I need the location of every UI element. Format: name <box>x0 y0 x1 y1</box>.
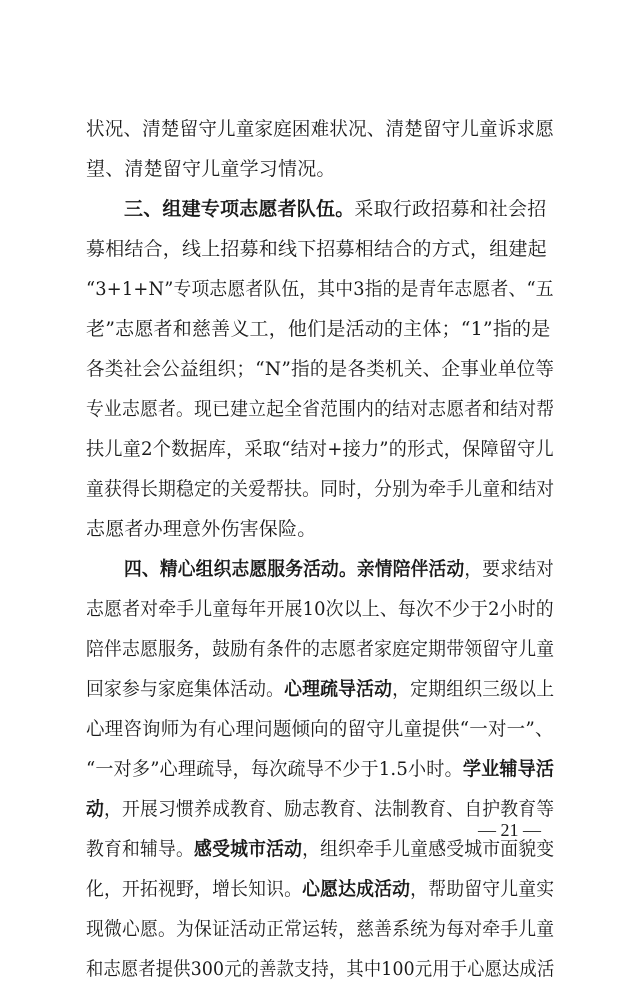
text-line <box>86 474 554 514</box>
text-segment: 专业志愿者。现已建立起全省范围内的结对志愿者和结对帮 <box>86 398 554 420</box>
text-segment: ，组织牵手儿童感受城市面貌变 <box>302 838 554 860</box>
text-line <box>86 714 554 754</box>
text-line <box>86 914 554 954</box>
text-line <box>86 754 554 794</box>
text-segment: 各类社会公益组织；“N”指的是各类机关、企事业单位等 <box>86 358 554 380</box>
text-line <box>86 514 554 554</box>
text-segment: 和志愿者提供300元的善款支持，其中100元用于心愿达成活 <box>86 958 554 980</box>
bold-heading-text: 三、组建专项志愿者队伍。 <box>124 198 355 220</box>
text-line <box>86 274 554 314</box>
text-segment: 教育和辅导。 <box>86 838 195 860</box>
text-segment: ，要求结对 <box>464 558 554 580</box>
text-segment: 募相结合，线上招募和线下招募相结合的方式，组建起 <box>86 238 547 260</box>
text-line <box>86 314 554 354</box>
text-segment: 老”志愿者和慈善义工，他们是活动的主体；“1”指的是 <box>86 318 551 340</box>
text-segment: 扶儿童2个数据库，采取“结对+接力”的形式，保障留守儿 <box>86 438 554 460</box>
text-line <box>86 114 554 154</box>
bold-heading-text: 四、精心组织志愿服务活动。 <box>124 558 357 580</box>
text-segment: “3+1+N”专项志愿者队伍，其中3指的是青年志愿者、“五 <box>86 278 554 300</box>
bold-heading-text: 心愿达成活动 <box>302 878 411 900</box>
bold-heading-text: 学业辅导活 <box>462 758 554 780</box>
bold-heading-text: 动 <box>86 798 105 820</box>
text-segment: “一对多”心理疏导，每次疏导不少于1.5小时。 <box>86 758 463 780</box>
text-line <box>86 594 554 634</box>
text-segment: 陪伴志愿服务，鼓励有条件的志愿者家庭定期带领留守儿童 <box>86 638 554 660</box>
body-text <box>86 114 554 994</box>
page-number: — 21 — <box>478 820 541 840</box>
text-segment: 化，开拓视野，增长知识。 <box>86 878 303 900</box>
bold-heading-text: 感受城市活动 <box>194 838 303 860</box>
text-line <box>86 674 554 714</box>
text-line <box>86 874 554 914</box>
text-segment: 现微心愿。为保证活动正常运转，慈善系统为每对牵手儿童 <box>86 918 554 940</box>
text-line <box>86 154 554 194</box>
text-segment: 志愿者办理意外伤害保险。 <box>86 518 317 540</box>
text-line <box>86 634 554 674</box>
bold-heading-text: 心理疏导活动 <box>284 678 393 700</box>
text-segment: ，开展习惯养成教育、励志教育、法制教育、自护教育等 <box>104 798 554 820</box>
text-line <box>86 234 554 274</box>
text-segment: 回家参与家庭集体活动。 <box>86 678 285 700</box>
text-segment: 心理咨询师为有心理问题倾向的留守儿童提供“一对一”、 <box>86 718 554 740</box>
text-segment: ，帮助留守儿童实 <box>410 878 554 900</box>
text-line <box>86 434 554 474</box>
text-line <box>86 394 554 434</box>
text-segment: ，定期组织三级以上 <box>392 678 554 700</box>
text-segment: 状况、清楚留守儿童家庭困难状况、清楚留守儿童诉求愿 <box>86 118 554 140</box>
text-segment: 志愿者对牵手儿童每年开展10次以上、每次不少于2小时的 <box>86 598 554 620</box>
text-line <box>86 554 554 594</box>
text-segment: 采取行政招募和社会招 <box>354 198 547 220</box>
text-line <box>86 954 554 994</box>
text-line <box>86 354 554 394</box>
text-segment: 望、清楚留守儿童学习情况。 <box>86 158 336 180</box>
text-line <box>86 194 554 234</box>
bold-heading-text: 亲情陪伴活动 <box>356 558 465 580</box>
text-segment: 童获得长期稳定的关爱帮扶。同时，分别为牵手儿童和结对 <box>86 478 554 500</box>
